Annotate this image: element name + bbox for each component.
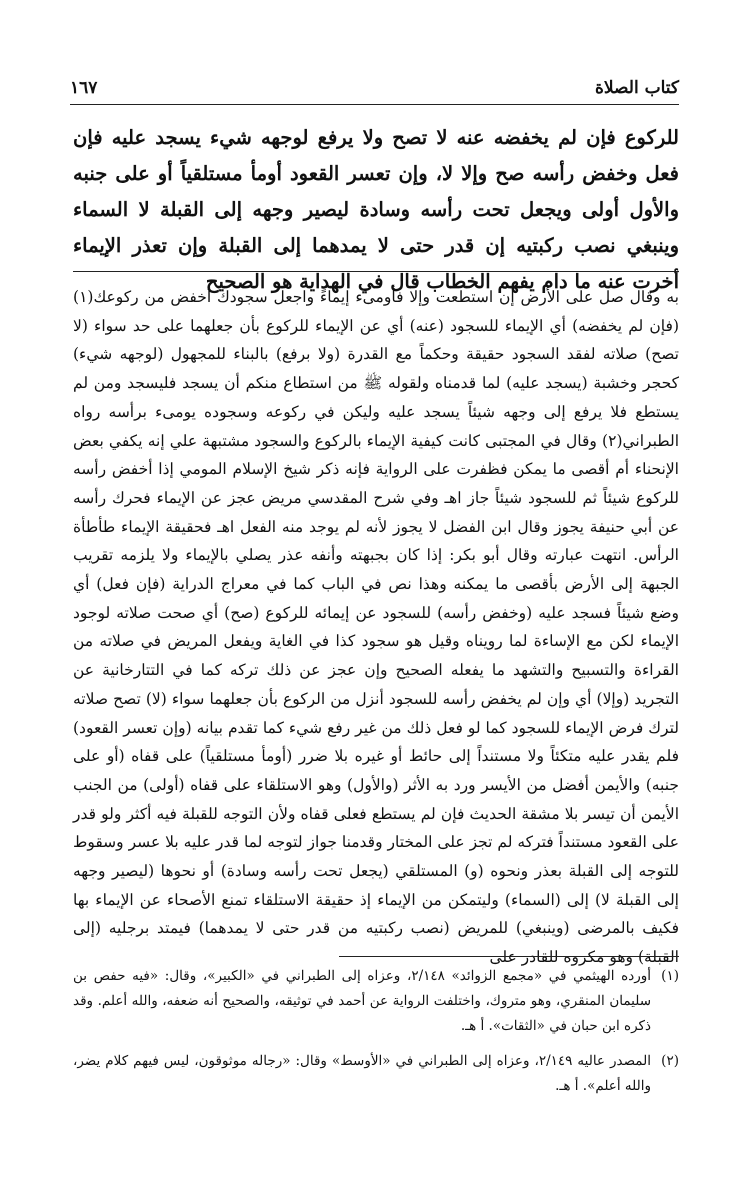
page-header [70,62,679,105]
main-text [73,120,679,300]
section-divider [73,271,679,272]
footnote-number: (٢) [661,1053,679,1069]
page-number: ١٦٧ [70,78,98,98]
footnote-number: (١) [661,968,679,984]
footnote-1 [73,964,679,1039]
running-title: كتاب الصلاة [594,78,679,98]
commentary-paragraph: به وقال صل على الأرض إن استطعت وإلا فأومىء إيماءً واجعل سجودك أخفض من ركوعك(١) (فإن لم يخفضه) أي الإيماء للسجود (عنه) أي عن الإيماء للركوع بأن جعلهما على حد سواء (لا تصح) صلاته لفقد السجود حقيقة وحكماً مع القدرة (ولا برفع) بالبناء للمجهول (لوجهه شيء) كحجر وخشبة (يسجد عليه) لما قدمناه ولقوله ﷺ من استطاع منكم أن يسجد فليسجد ومن لم يستطع فلا يرفع إلى وجهه شيئاً يسجد عليه وليكن في ركوعه وسجوده يومىء برأسه رواه الطبراني(٢) وقال في المجتبى كانت كيفية الإيماء بالركوع والسجود مشتبهة علي إنه يكفي بعض الإنحناء أم أقصى ما يمكن فظفرت على الرواية فإنه ذكر شيخ الإسلام المومي إذا أخفض رأسه للركوع شيئاً ثم للسجود شيئاً جاز اهـ وفي شرح المقدسي مريض عجز عن الإيماء فحرك رأسه عن أبي حنيفة يجوز وقال ابن الفضل لا يجوز لأنه لم يوجد منه الفعل اهـ فحقيقة الإيماء طأطأة الرأس. انتهت عبارته وقال أبو بكر: إذا كان بجبهته وأنفه عذر يصلي بالإيماء ولا يلزمه تقريب الجبهة إلى الأرض بأقصى ما يمكنه وهذا نص في الباب كما في معراج الدراية (فإن فعل) أي وضع شيئاً فسجد عليه (وخفض رأسه) للسجود عن إيمائه للركوع (صح) أي صحت صلاته لوجود الإيماء لكن مع الإساءة لما رويناه وقيل هو سجود كذا في الغاية ويفعل المريض في صلاته من القراءة والتسبيح والتشهد ما يفعله الصحيح وإن عجز عن ذلك تركه كما في التتارخانية عن التجريد (وإلا) أي وإن لم يخفض رأسه للسجود أنزل من الركوع بأن جعلهما سواء (لا) تصح صلاته لترك فرض الإيماء للسجود كما لو فعل ذلك من غير رفع شيء كما تقدم بيانه (وإن تعسر القعود) فلم يقدر عليه متكئاً ولا مستنداً إلى حائط أو غيره بلا ضرر (أومأ مستلقياً) على قفاه (أو على جنبه) والأيمن أفضل من الأيسر ورد به الأثر (والأول) وهو الاستلقاء على قفاه (أولى) من الجنب الأيمن أن تيسر بلا مشقة الحديث فإن لم يستطع فعلى قفاه ولأن التوجه للقبلة فيه أكثر ولو قدر على القعود مستنداً فتركه لم تجز على المختار وقدمنا جواز لتوجه لما قدر عليه بلا عسر وسقوط للتوجه إلى القبلة بعذر ونحوه (و) المستلقي (يجعل تحت رأسه وسادة) أو نحوها (ليصير وجهه إلى القبلة لا) إلى (السماء) وليتمكن من الإيماء إذ حقيقة الاستلقاء تمنع الأصحاء عن الإيماء بها فكيف بالمرضى (وينبغي) للمريض (نصب ركبتيه من قدر حتى لا يمدهما) فيمتد برجليه (إلى القبلة) وهو مكروه للقادر على [73,288,679,967]
footnotes [73,964,679,1109]
footnote-text: المصدر عاليه ٢/١٤٩، وعزاه إلى الطبراني في «الأوسط» وقال: «رجاله موثوقون، ليس فيهم كلام يضر، والله أعلم». أ هـ. [73,1053,651,1094]
footnote-text: أورده الهيثمي في «مجمع الزوائد» ٢/١٤٨، وعزاه إلى الطبراني في «الكبير»، وقال: «فيه حفص بن سليمان المنقري، وهو متروك، واختلفت الرواية عن أحمد في توثيقه، والصحيح أنه ضعفه، والله أعلم. وقد ذكره ابن حبان في «الثقات». أ هـ. [73,968,651,1034]
footnote-2 [73,1049,679,1099]
main-paragraph: للركوع فإن لم يخفضه عنه لا تصح ولا يرفع لوجهه شيء يسجد عليه فإن فعل وخفض رأسه صح وإلا لا، وإن تعسر القعود أومأ مستلقياً أو على جنبه والأول أولى ويجعل تحت رأسه وسادة ليصير وجهه إلى القبلة لا السماء وينبغي نصب ركبتيه إن قدر حتى لا يمدهما إلى القبلة وإن تعذر الإيماء أخرت عنه ما دام يفهم الخطاب قال في الهداية هو الصحيح [73,126,679,293]
commentary-text [73,283,679,972]
footnote-divider [339,956,679,957]
